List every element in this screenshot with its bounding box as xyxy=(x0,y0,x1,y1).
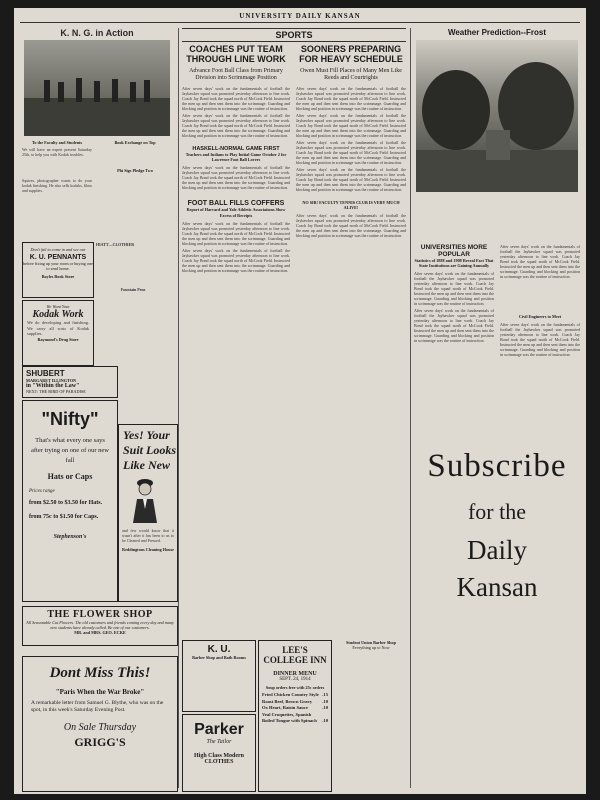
nifty-ad xyxy=(22,400,118,602)
nifty-prices-label: Prices range xyxy=(29,489,55,494)
book-exchange-heading: Book Exchange on Top xyxy=(114,140,156,145)
weather-title: Weather Prediction--Frost xyxy=(447,28,547,37)
yes-suit-ad xyxy=(118,424,178,602)
dont-miss-title: Dont Miss This! xyxy=(49,665,151,681)
boyles-store: Boyles Book Store xyxy=(41,273,75,279)
subscribe-ad xyxy=(414,404,580,634)
menu-item-name: Ox Heart, Raisin Sauce xyxy=(262,705,308,711)
shubert-sub: NEXT: THE BIRD OF PARADISE xyxy=(26,389,86,395)
lees-menu xyxy=(259,690,331,725)
lees-date: SEPT. 24, 1914 xyxy=(279,677,311,682)
shubert-star: MARGARET ILLINGTON xyxy=(26,378,76,383)
lees-dinner: DINNER MENU xyxy=(273,671,317,677)
shubert-play: in "Within the Law" xyxy=(26,383,80,390)
hiatt-block xyxy=(96,242,170,292)
ku-barber-sub: Barber Shop and Bath Rooms xyxy=(192,655,246,660)
nifty-line2: Hats or Caps xyxy=(47,472,93,481)
lees-ad xyxy=(258,640,332,792)
campus-trees-image xyxy=(416,40,578,192)
sooners-body: After seven days' work on the fundamentals of football the Jayhawker squad was promoted yesterday afternoon to line work. Coach Jay Bond took the squad north of McCook Field. Instructed the men up and then sent them into the scrimmage. Guarding and blocking and position in scrimmage was the routine of instruction. xyxy=(296,86,406,111)
newspaper-page xyxy=(14,8,586,794)
subscribe-line2: for the xyxy=(467,499,527,524)
kodak-ad xyxy=(22,300,94,366)
haskell-sub: Teachers and Indians to Play Initial Game October 2 for Lawrence Foot Ball Lovers xyxy=(185,152,287,163)
parker-title: Parker xyxy=(194,721,244,738)
sports-section xyxy=(182,28,406,638)
weather-section xyxy=(414,28,580,238)
phi-sigs-heading: Phi Sigs Pledge Two xyxy=(117,168,153,173)
masthead-rule xyxy=(20,22,580,23)
yes-shop: Reddingtons Cleaning House xyxy=(122,547,174,552)
tennis-body: After seven days' work on the fundamentals of football the Jayhawker squad was promoted yesterday afternoon to line work. Coach Jay Bond took the squad north of McCook Field. Instructed the men up and then sent them into the scrimmage. Guarding and blocking and position in scrimmage was the routine of instruction. xyxy=(296,213,406,239)
subscribe-line1: Subscribe xyxy=(427,448,567,484)
ku-barber-ad xyxy=(182,640,256,712)
dont-miss-play: "Paris When the War Broke" xyxy=(55,688,145,696)
coaches-body: After seven days' work on the fundamentals of football the Jayhawker squad was promoted yesterday afternoon to line work. Coach Jay Bond took the squad north of McCook Field. Instructed the men up and then sent them into the scrimmage. Guarding and blocking and position in scrimmage was the routine of instruction. xyxy=(182,86,290,111)
masthead: UNIVERSITY DAILY KANSAN xyxy=(239,12,361,20)
civil-heading: Civil Engineers to Meet xyxy=(518,314,562,319)
divider-right xyxy=(410,28,411,788)
soldiers-image xyxy=(24,40,170,136)
weather-photo xyxy=(416,40,578,192)
haskell-body: After seven days' work on the fundamentals of football the Jayhawker squad was promoted yesterday afternoon to line work. Coach Jay Bond took the squad north of McCook Field. Instructed the men up and then sent them into the scrimmage. Guarding and blocking and position in scrimmage was the routine of instruction. xyxy=(182,165,290,191)
coaches-head-a: COACHES PUT TEAM xyxy=(189,44,283,54)
yes-line3: Like New xyxy=(123,458,170,472)
kodak-lead: We Want Your xyxy=(46,304,70,309)
nifty-line1: That's what every one says after trying on one of our new fall xyxy=(31,437,109,464)
menu-item-name: Veal Croquettes, Spanish xyxy=(262,711,312,717)
flower-text: All Seasonable Cut Flowers. The old customers and friends coming every day and many new students have already called. Be one of our customers. xyxy=(26,620,174,631)
coaches-sub: Advance Foot Ball Class from Primary Division into Scrimmage Position xyxy=(189,68,283,81)
flower-title: THE FLOWER SHOP xyxy=(47,609,153,620)
fillers-heading: FOOT BALL FILLS COFFERS xyxy=(187,200,285,208)
lees-title: LEE'S COLLEGE INN xyxy=(263,645,327,665)
coaches-head-b: THROUGH LINE WORK xyxy=(186,54,286,64)
parker-sub: The Tailor xyxy=(206,739,232,745)
kng-title: K. N. G. in Action xyxy=(60,28,134,38)
gentleman-illustration xyxy=(125,473,165,523)
universities-section xyxy=(414,244,580,394)
union-barber-title: Student Union Barber Shop xyxy=(346,640,396,645)
menu-item-price: .10 xyxy=(322,705,328,711)
menu-item-price: .10 xyxy=(322,718,328,724)
kng-photo xyxy=(24,40,170,136)
sooners-article xyxy=(296,44,406,238)
sooners-head-b: FOR HEAVY SCHEDULE xyxy=(299,54,403,64)
menu-item xyxy=(262,718,328,725)
menu-item-name: Roast Beef, Brown Gravy xyxy=(262,698,313,704)
sooners-body-4: After seven days' work on the fundamentals of football the Jayhawker squad was promoted yesterday afternoon to line work. Coach Jay Bond took the squad north of McCook Field. Instructed the men up and then sent them into the scrimmage. Guarding and blocking and position in scrimmage was the routine of instruction. xyxy=(296,167,406,192)
flower-shop-ad xyxy=(22,606,178,646)
kodak-text: We do developing and finishing. We carry all sorts of Kodak supplies. xyxy=(27,320,89,337)
edwards-body: After seven days' work on the fundamentals of football the Jayhawker squad was promoted yesterday afternoon to line work. Coach Jay Bond took the squad north of McCook Field. Instructed the men up and then sent them into the scrimmage. Guarding and blocking and position in scrimmage was the routine of instruction. xyxy=(500,244,580,279)
universities-body-2: After seven days' work on the fundamentals of football the Jayhawker squad was promoted yesterday afternoon to line work. Coach Jay Bond took the squad north of McCook Field. Instructed the men up and then sent them into the scrimmage. Guarding and blocking and position in scrimmage was the routine of instruction. xyxy=(414,308,494,344)
shubert-ad xyxy=(22,366,118,398)
fountain-heading: Fountain Pens xyxy=(120,287,146,292)
menu-item-price: .10 xyxy=(322,698,328,704)
divider xyxy=(178,28,179,788)
squires-text: Squires, photographer wants to do your kodak finishing. He also sells kodaks, films and supplies. xyxy=(22,178,92,193)
coaches-article xyxy=(182,44,290,273)
yes-line2: Suit Looks xyxy=(123,443,177,457)
nifty-store: Stephenson's xyxy=(53,534,87,540)
subscribe-line4: Kansan xyxy=(456,572,538,602)
dont-miss-sale: On Sale Thursday xyxy=(63,722,137,733)
lees-menu-lead: Soup orders free with 25c orders xyxy=(265,685,325,690)
sooners-body-2: After seven days' work on the fundamentals of football the Jayhawker squad was promoted yesterday afternoon to line work. Coach Jay Bond took the squad north of McCook Field. Instructed the men up and then sent them into the scrimmage. Guarding and blocking and position in scrimmage was the routine of instruction. xyxy=(296,113,406,138)
pennants-lead: Don't fail to come in and see our xyxy=(30,247,86,252)
menu-item-price: .15 xyxy=(322,692,328,698)
raymond-store: Raymond's Drug Store xyxy=(37,336,79,342)
parker-line: High Class Modern CLOTHES xyxy=(193,753,244,765)
sooners-head-a: SOONERS PREPARING xyxy=(300,44,402,54)
nifty-title: "Nifty" xyxy=(41,409,99,429)
yes-line1: Yes! Your xyxy=(123,428,170,442)
universities-body: After seven days' work on the fundamentals of football the Jayhawker squad was promoted yesterday afternoon to line work. Coach Jay Bond took the squad north of McCook Field. Instructed the men up and then sent them into the scrimmage. Guarding and blocking and position in scrimmage was the routine of instruction. xyxy=(414,271,494,307)
ku-barber-title: K. U. xyxy=(207,644,231,655)
haskell-heading: HASKELL-NORMAL GAME FIRST xyxy=(192,146,280,152)
menu-item-name: Boiled Tongue with Spinach xyxy=(262,718,317,724)
pennants-name: K. U. PENNANTS xyxy=(29,254,87,262)
universities-sub: Statistics of 1888 and 1908 Reveal Fact That State Institutions are Gaining Annually xyxy=(414,258,494,269)
pennants-ad xyxy=(22,242,94,298)
menu-item-name: Fried Chicken Country Style xyxy=(262,692,319,698)
union-barber-ad xyxy=(334,640,408,680)
coaches-body-cont: After seven days' work on the fundamentals of football the Jayhawker squad was promoted yesterday afternoon to line work. Coach Jay Bond took the squad north of McCook Field. Instructed the men up and then sent them into the scrimmage. Guarding and blocking and position in scrimmage was the routine of instruction. xyxy=(182,113,290,138)
parker-ad xyxy=(182,714,256,792)
dont-miss-store: GRIGG'S xyxy=(74,735,126,749)
shubert-name: SHUBERT xyxy=(26,369,65,378)
nifty-price2: from 75c to $1.50 for Caps. xyxy=(29,514,99,520)
sooners-sub: Owen Must Fill Places of Many Men Like Reeds and Courtrights xyxy=(300,68,402,81)
fillers-body-cont: After seven days' work on the fundamentals of football the Jayhawker squad was promoted yesterday afternoon to line work. Coach Jay Bond took the squad north of McCook Field. Instructed the men up and then sent them into the scrimmage. Guarding and blocking and position in scrimmage was the routine of instruction. xyxy=(182,247,290,273)
civil-body: After seven days' work on the fundamentals of football the Jayhawker squad was promoted yesterday afternoon to line work. Coach Jay Bond took the squad north of McCook Field. Instructed the men up and then sent them into the scrimmage. Guarding and blocking and position in scrimmage was the routine of instruction. xyxy=(500,322,580,357)
dont-miss-text: A remarkable letter from Samuel G. Blythe, who was on the spot, in this week's Saturday Evening Post. xyxy=(31,700,164,713)
union-barber-sub: Everything up to Now xyxy=(352,645,390,651)
faculty-heading: To the Faculty and Students xyxy=(31,140,83,145)
yes-text: and few would know that it wasn't after it has been to us to be Cleaned and Pressed. xyxy=(122,528,174,543)
nifty-price1: from $2.50 to $3.50 for Hats. xyxy=(29,500,103,506)
pennants-sub: before fixing up your room or buying one to send home. xyxy=(23,261,93,272)
kng-section xyxy=(22,28,172,198)
faculty-text: We will have an expert present Saturday 25th, to help you with Kodak troubles. xyxy=(22,147,92,157)
flower-owners: MR. and MRS. GEO. ECKE xyxy=(74,630,126,636)
hiatt-heading: HIATT—CLOTHIER xyxy=(96,242,135,247)
fillers-body: After seven days' work on the fundamentals of football the Jayhawker squad was promoted yesterday afternoon to line work. Coach Jay Bond took the squad north of McCook Field. Instructed the men up and then sent them into the scrimmage. Guarding and blocking and position in scrimmage was the routine of instruction. xyxy=(182,220,290,246)
dont-miss-ad xyxy=(22,656,178,792)
sports-title: SPORTS xyxy=(182,28,406,42)
fillers-sub: Report of Harvard and Yale Athletic Associations Show Excess of Receipts xyxy=(186,207,286,218)
tennis-heading: NO SIR! FACULTY TENNIS CLUB IS VERY MUCH ALIVE! xyxy=(302,200,400,211)
subscribe-line3: Daily xyxy=(467,535,527,565)
universities-title: UNIVERSITIES MORE POPULAR xyxy=(420,244,488,258)
kodak-title: Kodak Work xyxy=(32,309,84,321)
sooners-body-3: After seven days' work on the fundamentals of football the Jayhawker squad was promoted yesterday afternoon to line work. Coach Jay Bond took the squad north of McCook Field. Instructed the men up and then sent them into the scrimmage. Guarding and blocking and position in scrimmage was the routine of instruction. xyxy=(296,140,406,165)
